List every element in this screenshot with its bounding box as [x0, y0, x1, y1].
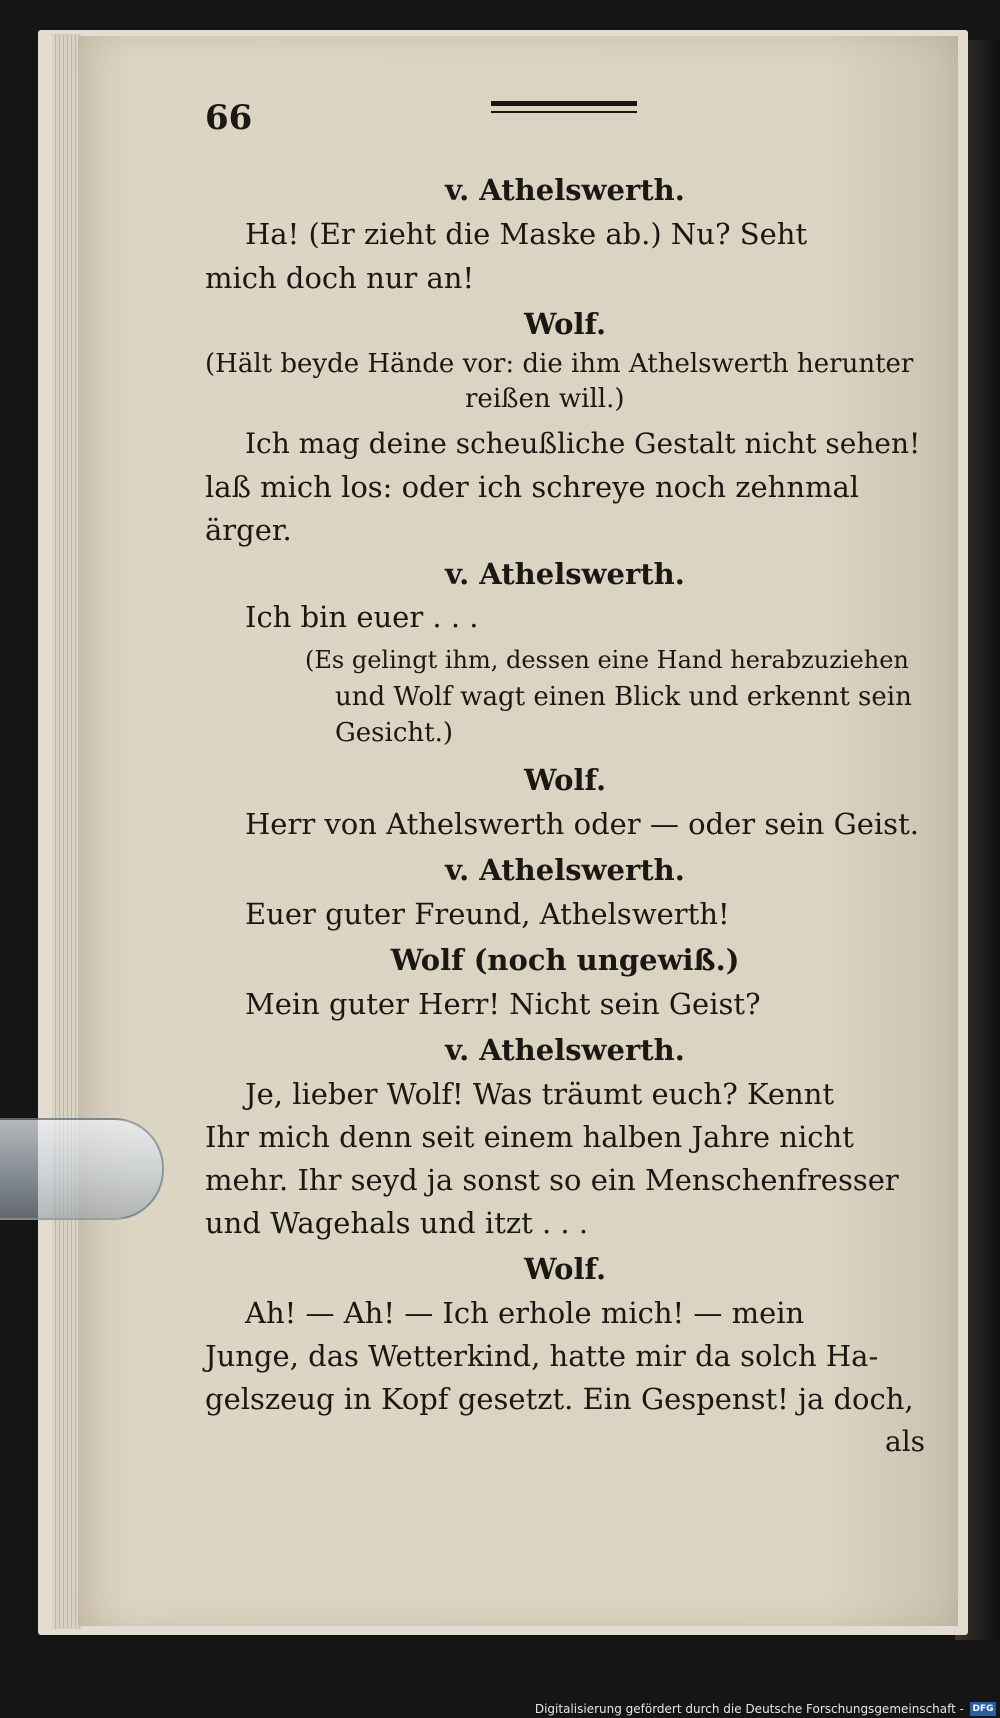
- header-rule-thin: [491, 111, 637, 113]
- body-line: Herr von Athelswerth oder — oder sein Geist.: [245, 807, 919, 841]
- body-line: laß mich los: oder ich schreye noch zehnmal: [205, 470, 860, 504]
- body-line: Ha! (Er zieht die Maske ab.) Nu? Seht: [245, 217, 808, 251]
- stage-direction: (Hält beyde Hände vor: die ihm Athelswerth herunter: [205, 349, 914, 379]
- header-rule: [491, 101, 637, 106]
- speaker-line: Wolf.: [523, 1252, 607, 1286]
- speaker-line: v. Athelswerth.: [445, 1033, 685, 1067]
- body-line: mich doch nur an!: [205, 261, 475, 295]
- speaker-line: v. Athelswerth.: [445, 557, 685, 591]
- body-line: Euer guter Freund, Athelswerth!: [245, 897, 730, 931]
- body-line: und Wagehals und itzt . . .: [205, 1206, 589, 1240]
- stage-direction: reißen will.): [465, 384, 625, 414]
- dfg-logo-icon: DFG: [970, 1702, 996, 1716]
- speaker-line: v. Athelswerth.: [445, 173, 685, 207]
- page-header: [205, 88, 925, 138]
- speaker-line: Wolf.: [523, 307, 607, 341]
- body-line: mehr. Ihr seyd ja sonst so ein Menschenfresser: [205, 1163, 899, 1197]
- page-number: 66: [205, 98, 253, 138]
- body-line: Junge, das Wetterkind, hatte mir da solch Ha-: [205, 1339, 879, 1373]
- bookmark-clip: [0, 1118, 164, 1220]
- catchword: als: [885, 1425, 926, 1458]
- body-line: Ah! — Ah! — Ich erhole mich! — mein: [245, 1296, 805, 1330]
- body-line: gelszeug in Kopf gesetzt. Ein Gespenst! ja doch,: [205, 1382, 914, 1416]
- speaker-line: Wolf.: [523, 763, 607, 797]
- footer-credit: [0, 1699, 1000, 1718]
- stage-direction: und Wolf wagt einen Blick und erkennt sein: [335, 682, 912, 712]
- stage-direction: (Es gelingt ihm, dessen eine Hand herabzuziehen: [305, 646, 909, 674]
- stage-direction: Gesicht.): [335, 718, 453, 748]
- body-line: Mein guter Herr! Nicht sein Geist?: [245, 987, 761, 1021]
- speaker-line: Wolf (noch ungewiß.): [390, 943, 740, 977]
- body-line: Ich mag deine scheußliche Gestalt nicht sehen!: [245, 427, 921, 460]
- credit-text: Digitalisierung gefördert durch die Deutsche Forschungsgemeinschaft -: [534, 1701, 964, 1716]
- body-line: Je, lieber Wolf! Was träumt euch? Kennt: [245, 1077, 835, 1111]
- body-line: ärger.: [205, 513, 292, 547]
- body-line: Ich bin euer . . .: [245, 600, 479, 634]
- body-line: Ihr mich denn seit einem halben Jahre nicht: [205, 1120, 854, 1154]
- speaker-line: v. Athelswerth.: [445, 853, 685, 887]
